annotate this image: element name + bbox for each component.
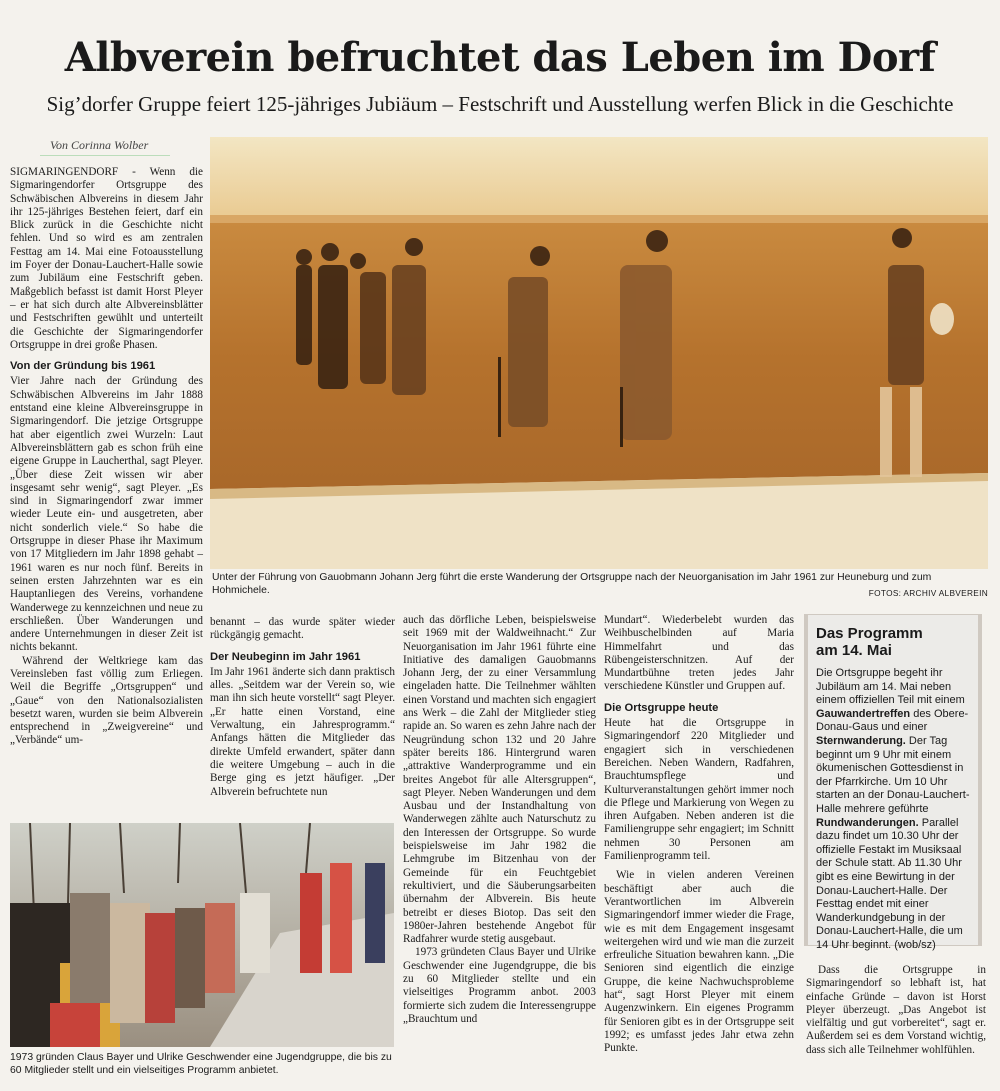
article-column-2	[210, 616, 395, 799]
infobox-title	[816, 625, 974, 659]
infobox-text	[816, 667, 974, 952]
section-heading: Von der Gründung bis 1961	[10, 360, 156, 373]
article-column-3	[403, 614, 596, 1026]
youth-group-photo	[10, 823, 394, 1047]
article-paragraph: SIGMARINGENDORF - Wenn die Sigmaringendorfer Ortsgruppe des Schwäbischen Albvereins in diesem Jahr ihr 125-jähriges Bestehen feiert, darf ein Blick zurück in die Geschichte nicht fehlen. Und so wird es am zentralen Festtag am 14. Mai eine Fotoausstellung im Foyer der Donau-Lauchert-Halle sowie zum Jubiläum eine Festschrift geben. Maßgeblich befasst ist damit Horst Pleyer – er hat sich durch alte Albvereinsblätter und Festschriften gewühlt und unterteilt die Geschichte der Sigmaringendorfer Ortsgruppe in drei große Phasen.	[10, 166, 203, 351]
infobox-title-line1: Das Programm	[816, 625, 923, 642]
infobox-highlight: Gauwandertreffen	[816, 707, 911, 720]
infobox-title-line2: am 14. Mai	[816, 642, 892, 659]
photo-credit: FOTOS: ARCHIV ALBVEREIN	[868, 588, 988, 598]
infobox-text-part: Der Tag beginnt um 9 Uhr mit einem ökumenischen Gottesdienst in der Pfarrkirche. Um 10 Uhr starten an der Donau-Lauchert-Halle mehrere geführte	[816, 734, 970, 815]
article-column-4	[604, 614, 794, 1056]
article-paragraph: Heute hat die Ortsgruppe in Sigmaringendorf 220 Mitglieder und engagiert sich in verschiedenen Bereichen. Neben Wandern, Radfahren, Brauchtumspflege und Kulturveranstaltungen gehört immer noch die Pflege und Markierung von Wegen zu ihren Aufgaben. Neben anderen ist die Familiengruppe sehr engagiert; im Schnitt nehmen 30 Personen am Familienprogramm teil.	[604, 717, 794, 863]
subheadline: Sig’dorfer Gruppe feiert 125-jähriges Jubiäum – Festschrift und Ausstellung werfen Blick in die Geschichte	[46, 92, 954, 116]
article-paragraph: Mundart“. Wiederbelebt wurden das Weihbuschelbinden auf Maria Himmelfahrt und das Rübengeisterschnitzen. Auf der Mundartbühne treten jedes Jahr verschiedene Künstler und Gruppen auf.	[604, 614, 794, 693]
youth-group-photo-image	[10, 823, 394, 1047]
section-heading: Der Neubeginn im Jahr 1961	[210, 650, 361, 663]
article-paragraph: Während der Weltkriege kam das Vereinsleben fast völlig zum Erliegen. Weil die Begriffe „Ortsgruppen“ und „Gaue“ von den Nationalsozialisten besetzt waren, wurden sie beim Albverein entsprechend in „Zweigvereine“ und „Verbände“ um-	[10, 654, 203, 747]
youth-group-caption: 1973 gründen Claus Bayer und Ulrike Geschwender eine Jugendgruppe, die bis zu 60 Mitglieder stellt und ein vielseitiges Programm anbietet.	[10, 1052, 392, 1076]
article-column-1	[10, 166, 203, 748]
infobox-text-part: Die Ortsgruppe begeht ihr Jubiläum am 14. Mai neben einem offiziellen Teil mit einem	[816, 667, 965, 707]
section-heading: Die Ortsgruppe heute	[604, 701, 719, 714]
article-paragraph: Vier Jahre nach der Gründung des Schwäbischen Albvereins im Jahr 1888 entstand eine kleine Albvereinsgruppe in Sigmaringendorf. Die jetzige Ortsgruppe hat aber eigentlich zwei Wurzeln: Laut Albvereinsblättern gab es schon früh eine eigene Gruppe in Laucherthal, sagt Pleyer. „Über diese Zeit wissen wir aber insgesamt sehr wenig“, sagt Pleyer. „Es sind in Sigmaringendorf zwar immer wieder Leute ein- und ausgetreten, aber nicht sonderlich viele.“ So habe die Ortsgruppe in dieser Phase ihr Maximum von 17 Mitgliedern im Jahr 1898 gehabt – 1961 waren es nur noch fünf. Bereits in seinen ersten Jahrzehnten war es ein Hauptanliegen des Vereins, vorhandene Wanderwege zu kennzeichnen und neue zu erschließen. Über Wanderungen und andere Unternehmungen in dieser Zeit ist nichts bekannt.	[10, 375, 203, 654]
main-photo	[210, 137, 988, 569]
article-paragraph: auch das dörfliche Leben, beispielsweise seit 1969 mit der Waldweihnacht.“ Zur Neuorganisation im Jahr 1961 führte eine Initiative des damaligen Gauobmanns Johann Jerg, der zu einer Versammlung eingeladen hatte. Die Teilnehmer wählten einen Vorstand und machten sich engagiert ans Werk – die Zahl der Mitglieder stieg rapide an. So waren es zehn Jahre nach der Neugründung schon 132 und 20 Jahre später bereits 186. Hintergrund waren „attraktive Wanderprogramme und ein breites Angebot für alle Altersgruppen“, sagt Pleyer. Neben Wanderungen und dem Ausbau und der Instandhaltung von Wanderwegen zählte auch Naturschutz zu den Interessen der Ortsgruppe. So wurde beispielsweise im Jahr 1982 die Lehmgrube im Bitzenhau von der Gemeinde für ein Feuchtgebiet rekultiviert, und die Säuberungsarbeiten übernahm der Albverein. Bis heute betreibt er dieses Biotop. Das seit den 1980er-Jahren bestehende Angebot für Radfahrer wurde stetig ausgebaut.	[403, 614, 596, 946]
article-paragraph: Wie in vielen anderen Vereinen beschäftigt aber auch die Verantwortlichen im Albverein Sigmaringendorf immer wieder die Frage, wie es mit dem Engagement insgesamt weitergehen wird und wie man die zurzeit erfreuliche Situation bewahren kann. „Die Senioren sind eigentlich die einzige Gruppe, die keine Nachwuchsprobleme hat“, sagt Horst Pleyer mit einem Augenzwinkern. Ein eigenes Programm für Senioren gibt es in der Ortsgruppe seit 1992; es umfasst jedes Jahr etwa zehn Punkte.	[604, 869, 794, 1055]
article-paragraph: Dass die Ortsgruppe in Sigmaringendorf so lebhaft ist, hat einfache Gründe – davon ist Horst Pleyer überzeugt. „Das Angebot ist vielfältig und gut vorbereitet“, sagt er. Außerdem sei es dem Vorstand wichtig, dass sich alle Teilnehmer wohlfühlen.	[806, 964, 986, 1056]
article-paragraph: benannt – das wurde später wieder rückgängig gemacht.	[210, 616, 395, 642]
infobox-text-part: Parallel dazu findet um 10.30 Uhr der offizielle Festakt im Musiksaal der Schule statt. Ab 11.30 Uhr gibt es eine Bewirtung in der Donau-Lauchert-Halle. Der Festtag endet mit einer Wanderkundgebung in der Donau-Lauchert-Halle, die um 14 Uhr beginnt. (wob/sz)	[816, 816, 963, 951]
byline-rule	[40, 155, 170, 156]
main-photo-image	[210, 137, 988, 569]
article-paragraph: 1973 gründeten Claus Bayer und Ulrike Geschwender eine Jugendgruppe, die bis zu 60 Mitglieder stellte und ein vielseitiges Programm anbot. 2003 formierte sich zudem die Interessengruppe „Brauchtum und	[403, 946, 596, 1025]
infobox-highlight: Rundwanderungen.	[816, 816, 919, 829]
article-column-5	[806, 964, 986, 1057]
infobox-text-part: des Obere-Donau-Gaus und einer	[816, 707, 969, 734]
byline: Von Corinna Wolber	[50, 138, 149, 152]
program-infobox	[804, 614, 982, 951]
main-photo-caption: Unter der Führung von Gauobmann Johann Jerg führt die erste Wanderung der Ortsgruppe nach der Neuorganisation im Jahr 1961 zur Heuneburg und zum Hohmichele.	[212, 572, 932, 596]
headline: Albverein befruchtet das Leben im Dorf	[64, 34, 936, 81]
article-paragraph: Im Jahr 1961 änderte sich dann praktisch alles. „Seitdem war der Verein so, wie man ihn sich heute vorstellt“ sagt Pleyer. „Er hatte einen Vorstand, eine Verwaltung, ein Jahresprogramm.“ Anfangs hätten die Mitglieder das direkte Umfeld erwandert, später dann die weitere Umgebung – auch in die Berge ging es jetzt häufiger. „Der Albverein befruchtete nun	[210, 665, 395, 798]
infobox-highlight: Sternwanderung.	[816, 734, 906, 747]
